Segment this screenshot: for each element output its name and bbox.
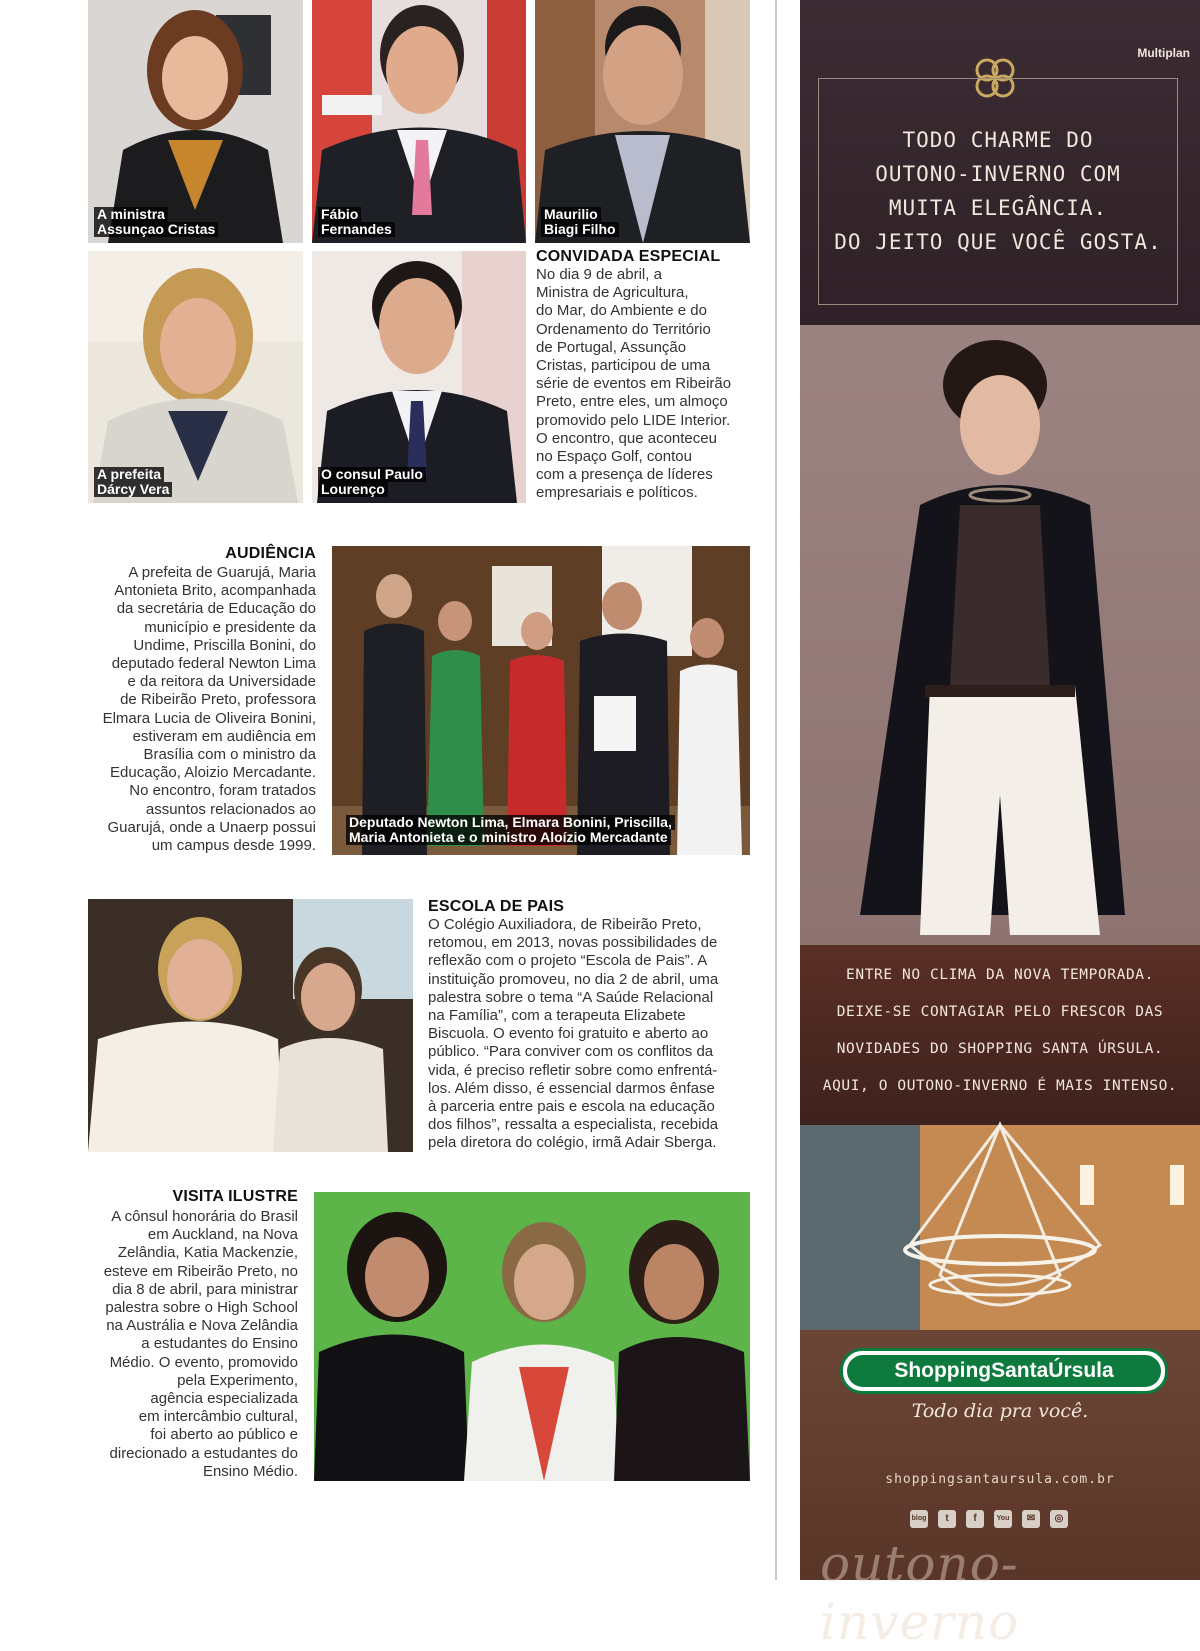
text-line: município e presidente da [144, 618, 316, 636]
text-line: Ensino Médio. [202, 1462, 298, 1480]
text-line: palestra sobre o tema “A Saúde Relacional [428, 988, 714, 1006]
text-line: O Colégio Auxiliadora, de Ribeirão Preto, [428, 916, 702, 933]
text-line: com a presença de líderes [536, 466, 713, 484]
text-line: MUITA ELEGÂNCIA. [888, 196, 1108, 220]
group-photo-illustration [88, 899, 413, 1152]
ad-tagline: Todo dia pra você. [911, 1400, 1089, 1422]
text-line: Preto, entre eles, um almoço [536, 393, 728, 411]
text-line: do Mar, do Ambiente e do [536, 302, 707, 320]
photo-maurilio [535, 0, 750, 243]
ad-website-link[interactable]: shoppingsantaursula.com.br [885, 1472, 1115, 1487]
text-line: O encontro, que aconteceu [536, 429, 717, 447]
text-line: Zelândia, Katia Mackenzie, [117, 1244, 298, 1262]
ad-brand-panel [800, 1330, 1200, 1651]
article-convidada-especial [536, 266, 731, 503]
text-line: em intercâmbio cultural, [138, 1408, 298, 1426]
text-line: no Espaço Golf, contou [536, 448, 692, 466]
text-line: palestra sobre o High School [105, 1299, 298, 1317]
text-line: No dia 9 de abril, a [536, 266, 662, 283]
caption: O consul Paulo Lourenço [318, 467, 426, 497]
text-line: dos filhos”, ressalta a especialista, recebida [428, 1116, 719, 1134]
text-line: A cônsul honorária do Brasil [111, 1208, 298, 1225]
text-line: NOVIDADES DO SHOPPING SANTA ÚRSULA. [836, 1041, 1164, 1057]
instagram-icon[interactable]: ◎ [1050, 1510, 1068, 1528]
photo-visita-ilustre [314, 1192, 750, 1481]
text-line: empresariais e políticos. [536, 484, 698, 502]
text-line: reflexão com o projeto “Escola de Pais”. A [428, 952, 708, 970]
photo-fabio [312, 0, 526, 243]
text-line: Antonieta Brito, acompanhada [114, 582, 316, 600]
photo-consul [312, 251, 526, 503]
caption: A ministra Assunçao Cristas [94, 207, 218, 237]
multiplan-brand: Multiplan [1137, 46, 1190, 60]
heading-escola-de-pais: ESCOLA DE PAIS [428, 898, 565, 915]
text-line: e da reitora da Universidade [127, 673, 316, 691]
text-line: No encontro, foram tratados [129, 782, 316, 800]
article-audiencia [103, 564, 316, 855]
text-line: promovido pelo LIDE Interior. [536, 411, 731, 429]
text-line: OUTONO-INVERNO COM [875, 162, 1121, 186]
photo-audiencia-group [332, 546, 750, 855]
photo-ministra [88, 0, 303, 243]
text-line: Brasília com o ministro da [143, 746, 316, 764]
ad-top-panel [800, 0, 1200, 325]
ad-copy [800, 945, 1200, 1105]
text-line: Biscuola. O evento foi gratuito e aberto ao [428, 1025, 709, 1043]
text-line: da secretária de Educação do [116, 600, 316, 618]
caption: Deputado Newton Lima, Elmara Bonini, Priscilla, Maria Antonieta e o ministro Aloízio Mercadante [346, 815, 675, 845]
text-line: à parceria entre pais e escola na educação [428, 1098, 715, 1116]
shopping-ad[interactable] [800, 0, 1200, 1651]
heading-convidada-especial: CONVIDADA ESPECIAL [536, 248, 721, 265]
text-line: pela Experimento, [177, 1371, 298, 1389]
text-line: pela diretora do colégio, irmã Adair Sberga. [428, 1134, 717, 1152]
text-line: Undime, Priscilla Bonini, do [133, 636, 316, 654]
blog-icon[interactable]: blog [910, 1510, 928, 1528]
article-escola-de-pais [428, 916, 718, 1153]
text-line: direcionado a estudantes do [109, 1444, 298, 1462]
text-line: na Família”, com a terapeuta Elizabete [428, 1007, 686, 1025]
text-line: foi aberto ao público e [150, 1426, 298, 1444]
text-line: deputado federal Newton Lima [111, 655, 316, 673]
group-photo-illustration [332, 546, 750, 855]
caption: A prefeita Dárcy Vera [94, 467, 172, 497]
text-line: esteve em Ribeirão Preto, no [103, 1262, 298, 1280]
shopping-logo-label: ShoppingSantaÚrsula [847, 1355, 1161, 1387]
text-line: Elmara Lucia de Oliveira Bonini, [102, 709, 316, 727]
ad-chandelier-photo [800, 1125, 1200, 1365]
twitter-icon[interactable]: t [938, 1510, 956, 1528]
ad-headline [819, 123, 1177, 259]
facebook-icon[interactable]: f [966, 1510, 984, 1528]
text-line: A prefeita de Guarujá, Maria [128, 564, 316, 581]
text-line: série de eventos em Ribeirão [536, 375, 732, 393]
text-line: Guarujá, onde a Unaerp possui [107, 818, 316, 836]
text-line: AQUI, O OUTONO-INVERNO É MAIS INTENSO. [822, 1078, 1178, 1094]
text-line: assuntos relacionados ao [145, 800, 316, 818]
text-line: instituição promoveu, no dia 2 de abril, uma [428, 970, 719, 988]
heading-visita-ilustre: VISITA ILUSTRE [172, 1188, 298, 1205]
ad-model-photo [800, 325, 1200, 945]
text-line: Cristas, participou de uma [536, 357, 711, 375]
text-line: ENTRE NO CLIMA DA NOVA TEMPORADA. [846, 967, 1154, 983]
ad-season-title: outono-inverno [820, 1535, 1020, 1651]
text-line: público. “Para conviver com os conflitos da [428, 1043, 714, 1061]
article-visita-ilustre [104, 1208, 298, 1481]
text-line: de Ribeirão Preto, professora [120, 691, 316, 709]
text-line: Médio. O evento, promovido [109, 1353, 298, 1371]
text-line: Educação, Aloizio Mercadante. [110, 764, 316, 782]
heading-audiencia: AUDIÊNCIA [225, 545, 316, 562]
text-line: agência especializada [150, 1390, 298, 1408]
group-photo-illustration [314, 1192, 750, 1481]
text-line: de Portugal, Assunção [536, 338, 687, 356]
caption: Fábio Fernandes [318, 207, 395, 237]
model-illustration [800, 325, 1200, 945]
text-line: retomou, em 2013, novas possibilidades de [428, 934, 718, 952]
text-line: TODO CHARME DO [902, 128, 1094, 152]
column-divider [775, 0, 777, 1580]
caption: Maurilio Biagi Filho [541, 207, 619, 237]
text-line: DO JEITO QUE VOCÊ GOSTA. [834, 230, 1162, 254]
youtube-icon[interactable]: You [994, 1510, 1012, 1528]
text-line: um campus desde 1999. [151, 837, 316, 855]
ad-copy-panel [800, 945, 1200, 1125]
text-line: a estudantes do Ensino [141, 1335, 298, 1353]
mail-icon[interactable]: ✉ [1022, 1510, 1040, 1528]
text-line: los. Além disso, é essencial darmos ênfase [428, 1079, 715, 1097]
text-line: vida, é preciso refletir sobre como enfrentá- [428, 1061, 718, 1079]
text-line: DEIXE-SE CONTAGIAR PELO FRESCOR DAS [836, 1004, 1164, 1020]
chandelier-illustration [800, 1125, 1200, 1365]
text-line: na Austrália e Nova Zelândia [106, 1317, 298, 1335]
ad-headline-box [818, 78, 1178, 305]
text-line: Ministra de Agricultura, [536, 284, 689, 302]
photo-escola-de-pais [88, 899, 413, 1152]
photo-prefeita [88, 251, 303, 503]
text-line: Ordenamento do Território [536, 320, 711, 338]
text-line: em Auckland, na Nova [147, 1226, 298, 1244]
text-line: dia 8 de abril, para ministrar [112, 1280, 298, 1298]
shopping-logo[interactable] [840, 1348, 1168, 1394]
text-line: estiveram em audiência em [132, 727, 316, 745]
